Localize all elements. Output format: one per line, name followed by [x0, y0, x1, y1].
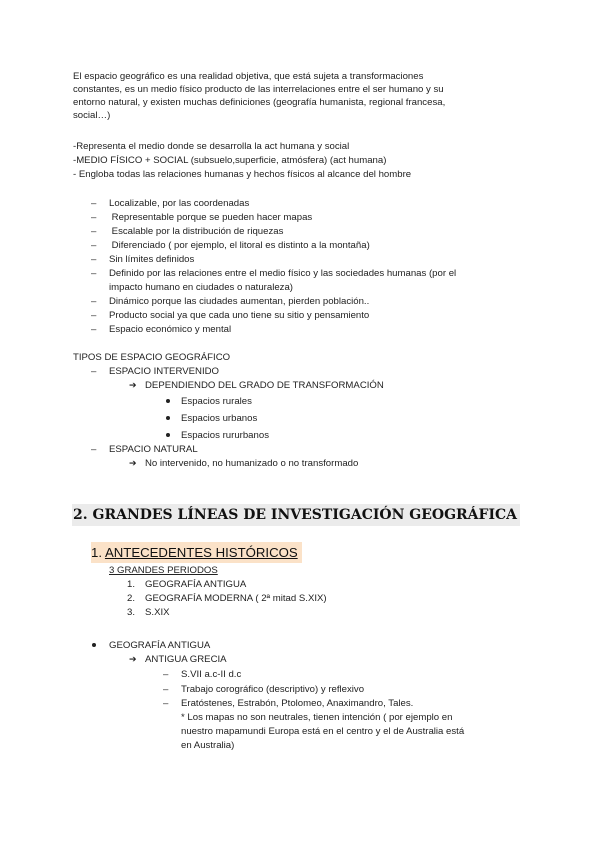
type-intervenido-sub: DEPENDIENDO DEL GRADO DE TRANSFORMACIÓN	[145, 380, 384, 391]
list-item: Definido por las relaciones entre el medio físico y las sociedades humanas (por el	[109, 268, 457, 279]
list-number: 2.	[126, 593, 135, 604]
note-line: en Australia)	[181, 740, 235, 751]
note-line: nuestro mapamundi Europa está en el centro y el de Australia está	[181, 726, 465, 737]
dash-icon: –	[91, 254, 97, 265]
list-item: Trabajo corográfico (descriptivo) y reflexivo	[181, 684, 365, 695]
note-line: * Los mapas no son neutrales, tienen intención ( por ejemplo en	[181, 712, 453, 723]
subsection-heading	[91, 542, 302, 563]
list-item: S.XIX	[145, 607, 170, 618]
list-item: Dinámico porque las ciudades aumentan, pierden población..	[109, 296, 370, 307]
arrow-icon: ➔	[129, 458, 137, 468]
bullet-icon	[166, 416, 170, 420]
subsection-number: 1.	[91, 545, 102, 560]
dash-icon: –	[91, 310, 97, 321]
list-item: Espacio económico y mental	[109, 324, 232, 335]
summary-line: -Representa el medio donde se desarrolla la act humana y social	[73, 141, 350, 152]
list-item: Eratóstenes, Estrabón, Ptolomeo, Anaximandro, Tales.	[181, 698, 414, 709]
list-number: 1.	[126, 579, 135, 590]
subsection-title: ANTECEDENTES HISTÓRICOS	[104, 545, 298, 560]
intro-paragraph	[73, 70, 533, 122]
list-item: Diferenciado ( por ejemplo, el litoral es distinto a la montaña)	[109, 240, 370, 251]
intro-line: entorno natural, y existen muchas definiciones (geografía humanista, regional francesa,	[73, 97, 446, 108]
arrow-icon: ➔	[129, 380, 137, 390]
list-item: Espacios rururbanos	[181, 430, 269, 441]
intro-line: social…)	[73, 110, 111, 121]
dash-icon: –	[91, 198, 97, 209]
list-item: Producto social ya que cada uno tiene su sitio y pensamiento	[109, 310, 370, 321]
dash-icon: –	[91, 240, 97, 251]
dash-icon: –	[163, 684, 169, 695]
list-item: Espacios rurales	[181, 396, 252, 407]
types-title: TIPOS DE ESPACIO GEOGRÁFICO	[73, 352, 231, 363]
dash-icon: –	[163, 669, 169, 680]
dash-icon: –	[91, 296, 97, 307]
type-natural: ESPACIO NATURAL	[109, 444, 198, 455]
summary-line: - Engloba todas las relaciones humanas y hechos físicos al alcance del hombre	[73, 169, 412, 180]
intro-line: El espacio geográfico es una realidad objetiva, que está sujeta a transformaciones	[73, 71, 424, 82]
dash-icon: –	[91, 268, 97, 279]
antigua-title: GEOGRAFÍA ANTIGUA	[109, 640, 211, 651]
arrow-icon: ➔	[129, 654, 137, 664]
type-natural-sub: No intervenido, no humanizado o no transformado	[145, 458, 359, 469]
list-item-continuation: impacto humano en ciudades o naturaleza)	[109, 282, 293, 293]
grecia-title: ANTIGUA GRECIA	[145, 654, 227, 665]
list-item: GEOGRAFÍA MODERNA ( 2ª mitad S.XIX)	[145, 593, 327, 604]
dash-icon: –	[91, 212, 97, 223]
list-item: S.VII a.c-II d.c	[181, 669, 242, 680]
list-item: Escalable por la distribución de riquezas	[109, 226, 284, 237]
dash-icon: –	[91, 324, 97, 335]
bullet-icon	[166, 399, 170, 403]
dash-icon: –	[91, 444, 97, 455]
dash-icon: –	[163, 698, 169, 709]
dash-icon: –	[91, 366, 97, 377]
list-item: Espacios urbanos	[181, 413, 258, 424]
bullet-icon	[92, 643, 96, 647]
list-number: 3.	[126, 607, 135, 618]
list-item: GEOGRAFÍA ANTIGUA	[145, 579, 247, 590]
dash-icon: –	[91, 226, 97, 237]
periods-title: 3 GRANDES PERIODOS	[109, 565, 218, 576]
list-item: Sin límites definidos	[109, 254, 195, 265]
list-item: Representable porque se pueden hacer mapas	[109, 212, 313, 223]
intro-line: constantes, es un medio físico producto de las interrelaciones entre el ser humano y su	[73, 84, 444, 95]
type-intervenido: ESPACIO INTERVENIDO	[109, 366, 219, 377]
summary-line: -MEDIO FÍSICO + SOCIAL (subsuelo,superficie, atmósfera) (act humana)	[73, 155, 387, 166]
bullet-icon	[166, 433, 170, 437]
list-item: Localizable, por las coordenadas	[109, 198, 250, 209]
section-heading: 2. GRANDES LÍNEAS DE INVESTIGACIÓN GEOGRÁFICA	[72, 504, 520, 526]
